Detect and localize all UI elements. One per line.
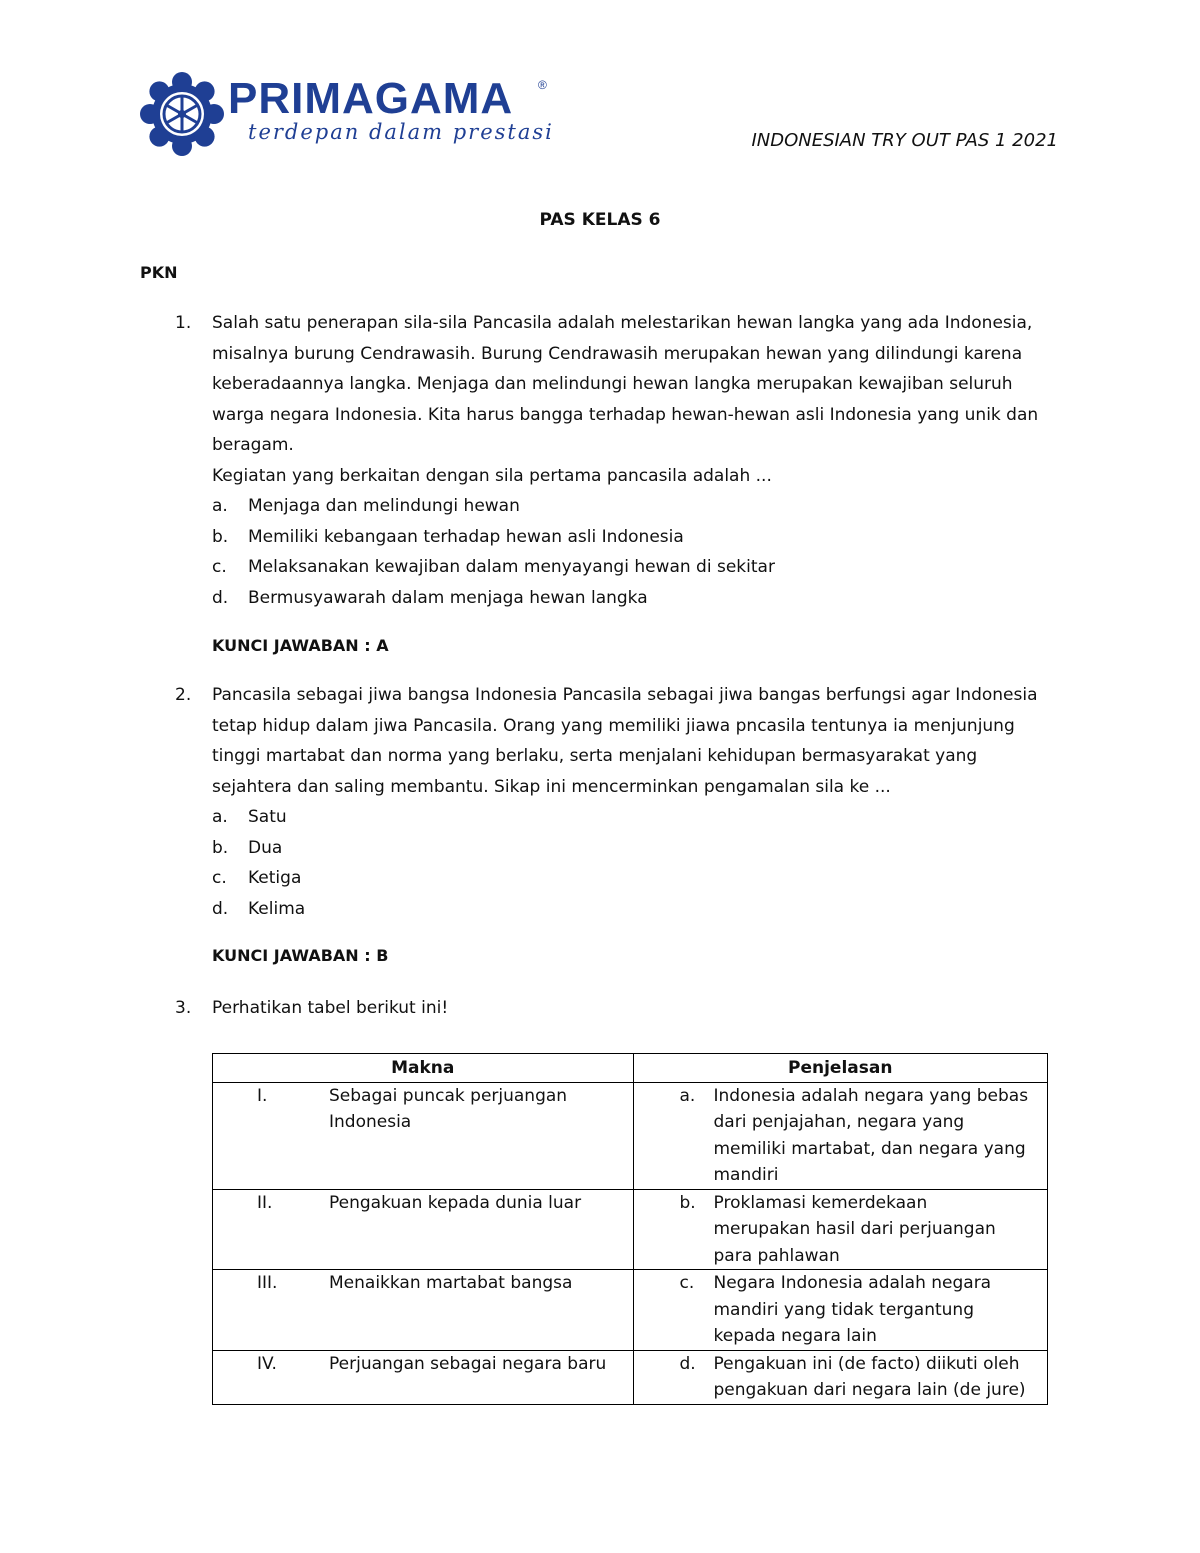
option-letter: b.: [212, 526, 229, 547]
option-text: Kelima: [248, 898, 306, 919]
column-header-penjelasan: Penjelasan: [633, 1054, 1048, 1083]
row-letter: d.: [679, 1353, 696, 1374]
question-text-line: Perhatikan tabel berikut ini!: [212, 998, 449, 1018]
question-body: [212, 308, 1060, 613]
makna-line: Perjuangan sebagai negara baru: [329, 1353, 607, 1374]
penjelasan-line: mandiri yang tidak tergantung: [713, 1299, 974, 1320]
option-d: [212, 894, 1060, 925]
option-text: Satu: [248, 807, 287, 827]
option-b: [212, 833, 1060, 864]
makna-line: Sebagai puncak perjuangan: [329, 1085, 568, 1106]
penjelasan-line: merupakan hasil dari perjuangan: [713, 1219, 996, 1239]
meaning-table: [212, 1053, 1048, 1405]
question-text-line: tinggi martabat dan norma yang berlaku, serta menjalani kehidupan bermasyarakat yang: [212, 746, 978, 766]
option-letter: b.: [212, 837, 229, 858]
makna-cell: [213, 1189, 634, 1270]
page-title: PAS KELAS 6: [539, 210, 661, 230]
makna-cell: [213, 1350, 634, 1404]
question-number: 2.: [175, 685, 192, 705]
option-letter: a.: [212, 496, 228, 516]
question-1: [140, 308, 1060, 613]
option-c: [212, 552, 1060, 583]
makna-line: Pengakuan kepada dunia luar: [329, 1192, 582, 1213]
row-letter: c.: [679, 1273, 695, 1293]
penjelasan-line: para pahlawan: [713, 1245, 840, 1266]
question-2: [140, 680, 1060, 924]
option-text: Memiliki kebangaan terhadap hewan asli Indonesia: [248, 526, 684, 547]
brand-tagline: terdepan dalam prestasi: [248, 120, 554, 144]
row-numeral: II.: [257, 1192, 273, 1213]
row-numeral: III.: [257, 1273, 278, 1293]
question-text-line: warga negara Indonesia. Kita harus bangga terhadap hewan-hewan asli Indonesia yang unik dan: [212, 404, 1039, 425]
row-letter: a.: [679, 1085, 696, 1106]
option-letter: d.: [212, 587, 229, 608]
table-row: [213, 1270, 1048, 1351]
primagama-logo: [140, 70, 560, 160]
penjelasan-line: kepada negara lain: [713, 1326, 877, 1346]
makna-line: Menaikkan martabat bangsa: [329, 1273, 573, 1293]
question-body: [212, 993, 1060, 1024]
column-header-makna: Makna: [213, 1054, 634, 1083]
penjelasan-line: pengakuan dari negara lain (de jure): [713, 1380, 1026, 1400]
option-text: Melaksanakan kewajiban dalam menyayangi hewan di sekitar: [248, 557, 775, 577]
table-row: [213, 1350, 1048, 1404]
option-b: [212, 522, 1060, 553]
brand-name: PRIMAGAMA: [228, 74, 514, 123]
penjelasan-line: Indonesia adalah negara yang bebas: [713, 1085, 1029, 1106]
penjelasan-cell: [633, 1270, 1048, 1351]
question-text-line: beragam.: [212, 435, 294, 455]
penjelasan-line: memiliki martabat, dan negara yang: [713, 1138, 1026, 1159]
question-number: 1.: [175, 313, 192, 333]
primagama-emblem-icon: [140, 72, 224, 156]
penjelasan-line: mandiri: [713, 1165, 779, 1185]
question-text-line: Pancasila sebagai jiwa bangsa Indonesia Pancasila sebagai jiwa bangas berfungsi agar Indonesia: [212, 685, 1038, 705]
option-d: [212, 583, 1060, 614]
question-text-line: misalnya burung Cendrawasih. Burung Cendrawasih merupakan hewan yang dilindungi karena: [212, 343, 1023, 364]
option-text: Dua: [248, 837, 283, 858]
question-body: [212, 680, 1060, 924]
option-letter: a.: [212, 807, 228, 827]
option-letter: c.: [212, 868, 227, 888]
option-text: Ketiga: [248, 868, 302, 888]
option-a: [212, 802, 1060, 833]
question-number: 3.: [175, 998, 192, 1018]
makna-cell: [213, 1082, 634, 1189]
document-label: INDONESIAN TRY OUT PAS 1 2021: [751, 130, 1058, 151]
option-letter: c.: [212, 557, 227, 577]
answer-key-1: KUNCI JAWABAN : A: [212, 636, 389, 655]
subject-heading: PKN: [140, 263, 178, 282]
row-letter: b.: [679, 1192, 696, 1213]
penjelasan-cell: [633, 1350, 1048, 1404]
penjelasan-cell: [633, 1189, 1048, 1270]
question-3: [140, 993, 1060, 1024]
table-row: [213, 1189, 1048, 1270]
question-text-line: keberadaannya langka. Menjaga dan melindungi hewan langka merupakan kewajiban seluruh: [212, 374, 1013, 394]
question-text-line: sejahtera dan saling membantu. Sikap ini mencerminkan pengamalan sila ke ...: [212, 776, 891, 797]
makna-line: Indonesia: [329, 1112, 412, 1132]
question-prompt: Kegiatan yang berkaitan dengan sila pertama pancasila adalah ...: [212, 465, 772, 486]
option-c: [212, 863, 1060, 894]
penjelasan-line: Pengakuan ini (de facto) diikuti oleh: [713, 1353, 1020, 1374]
row-numeral: IV.: [257, 1353, 277, 1374]
penjelasan-line: dari penjajahan, negara yang: [713, 1112, 965, 1132]
option-letter: d.: [212, 898, 229, 919]
registered-mark: ®: [538, 78, 547, 92]
option-a: [212, 491, 1060, 522]
row-numeral: I.: [257, 1085, 268, 1106]
question-text-line: tetap hidup dalam jiwa Pancasila. Orang yang memiliki jiawa pncasila tentunya ia menjunjung: [212, 715, 1015, 736]
answer-key-2: KUNCI JAWABAN : B: [212, 946, 389, 965]
penjelasan-line: Proklamasi kemerdekaan: [713, 1192, 928, 1213]
option-text: Menjaga dan melindungi hewan: [248, 496, 520, 516]
question-text-line: Salah satu penerapan sila-sila Pancasila adalah melestarikan hewan langka yang ada Indonesia,: [212, 313, 1033, 333]
penjelasan-cell: [633, 1082, 1048, 1189]
makna-cell: [213, 1270, 634, 1351]
option-text: Bermusyawarah dalam menjaga hewan langka: [248, 587, 648, 608]
table-header-row: [213, 1054, 1048, 1083]
penjelasan-line: Negara Indonesia adalah negara: [713, 1273, 992, 1293]
table-row: [213, 1082, 1048, 1189]
